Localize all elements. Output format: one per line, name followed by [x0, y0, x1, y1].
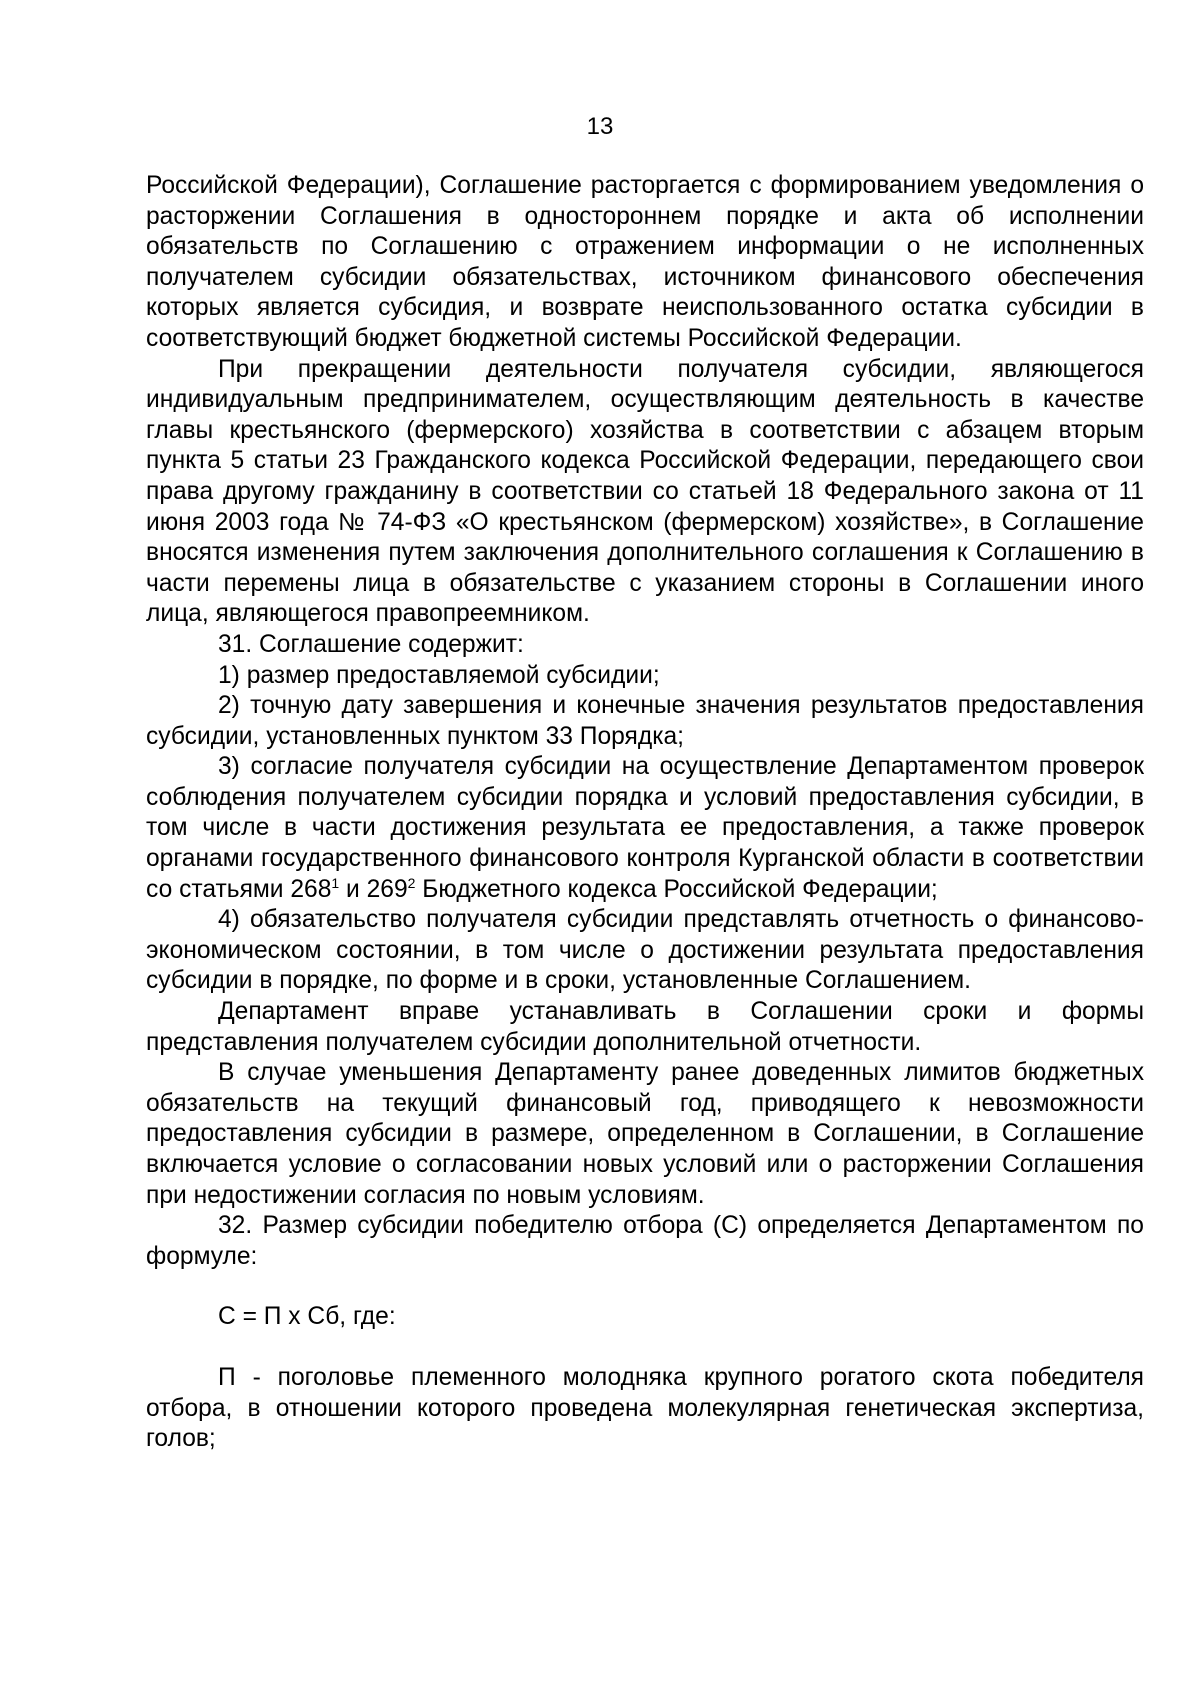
paragraph-32-subsidy-size: 32. Размер субсидии победителю отбора (С) определяется Департаментом по формуле: — [146, 1212, 1144, 1270]
document-body — [146, 171, 1144, 1455]
paragraph-31-heading: 31. Соглашение содержит: — [218, 630, 524, 658]
list-item-3-text-end: Бюджетного кодекса Российской Федерации; — [415, 875, 938, 903]
list-item-2: 2) точную дату завершения и конечные значения результатов предоставления субсидии, установленных пунктом 33 Порядка; — [146, 692, 1144, 750]
list-item-3 — [146, 752, 1144, 905]
page-number: 13 — [586, 113, 614, 140]
paragraph-additional-reporting: Департамент вправе устанавливать в Соглашении сроки и формы представления получателем субсидии дополнительной отчетности. — [146, 998, 1144, 1056]
formula: С = П х Сб, где: — [218, 1303, 396, 1331]
list-item-4: 4) обязательство получателя субсидии представлять отчетность о финансово-экономическом состоянии, в том числе о достижении результата предоставления субсидии в порядке, по форме и в сроки, установленные Соглашением. — [146, 906, 1144, 995]
superscript-1: 1 — [331, 874, 340, 891]
superscript-2: 2 — [407, 874, 416, 891]
list-item-3-text: 3) согласие получателя субсидии на осуществление Департаментом проверок соблюдения получателем субсидии порядка и условий предоставления субсидии, в том числе в части достижения результата ее предоставления, а также проверок органами государственного финансового контроля Курганской области в соответствии со статьями 268 — [146, 753, 1144, 903]
list-item-3-text-mid: и 269 — [339, 875, 408, 903]
paragraph-limits-reduction: В случае уменьшения Департаменту ранее доведенных лимитов бюджетных обязательств на текущий финансовый год, приводящего к невозможности предоставления субсидии в размере, определенном в Соглашении, в Соглашение включается условие о согласовании новых условий или о расторжении Соглашения при недостижении согласия по новым условиям. — [146, 1059, 1144, 1209]
paragraph-entrepreneur-succession: При прекращении деятельности получателя субсидии, являющегося индивидуальным предпринимателем, осуществляющим деятельность в качестве главы крестьянского (фермерского) хозяйства в соответствии с абзацем вторым пункта 5 статьи 23 Гражданского кодекса Российской Федерации, передающего свои права другому гражданину в соответствии со статьей 18 Федерального закона от 11 июня 2003 года № 74-ФЗ «О крестьянском (фермерском) хозяйстве», в Соглашение вносятся изменения путем заключения дополнительного соглашения к Соглашению в части перемены лица в обязательстве с указанием стороны в Соглашении иного лица, являющегося правопреемником. — [146, 355, 1144, 628]
paragraph-agreement-termination: Российской Федерации), Соглашение расторгается с формированием уведомления о расторжении Соглашения в одностороннем порядке и акта об исполнении обязательств по Соглашению с отражением информации о не исполненных получателем субсидии обязательствах, источником финансового обеспечения которых является субсидия, и возврате неиспользованного остатка субсидии в соответствующий бюджет бюджетной системы Российской Федерации. — [146, 172, 1144, 352]
list-item-1: 1) размер предоставляемой субсидии; — [218, 661, 660, 689]
paragraph-formula-definition: П - поголовье племенного молодняка крупного рогатого скота победителя отбора, в отношении которого проведена молекулярная генетическая экспертиза, голов; — [146, 1363, 1144, 1453]
